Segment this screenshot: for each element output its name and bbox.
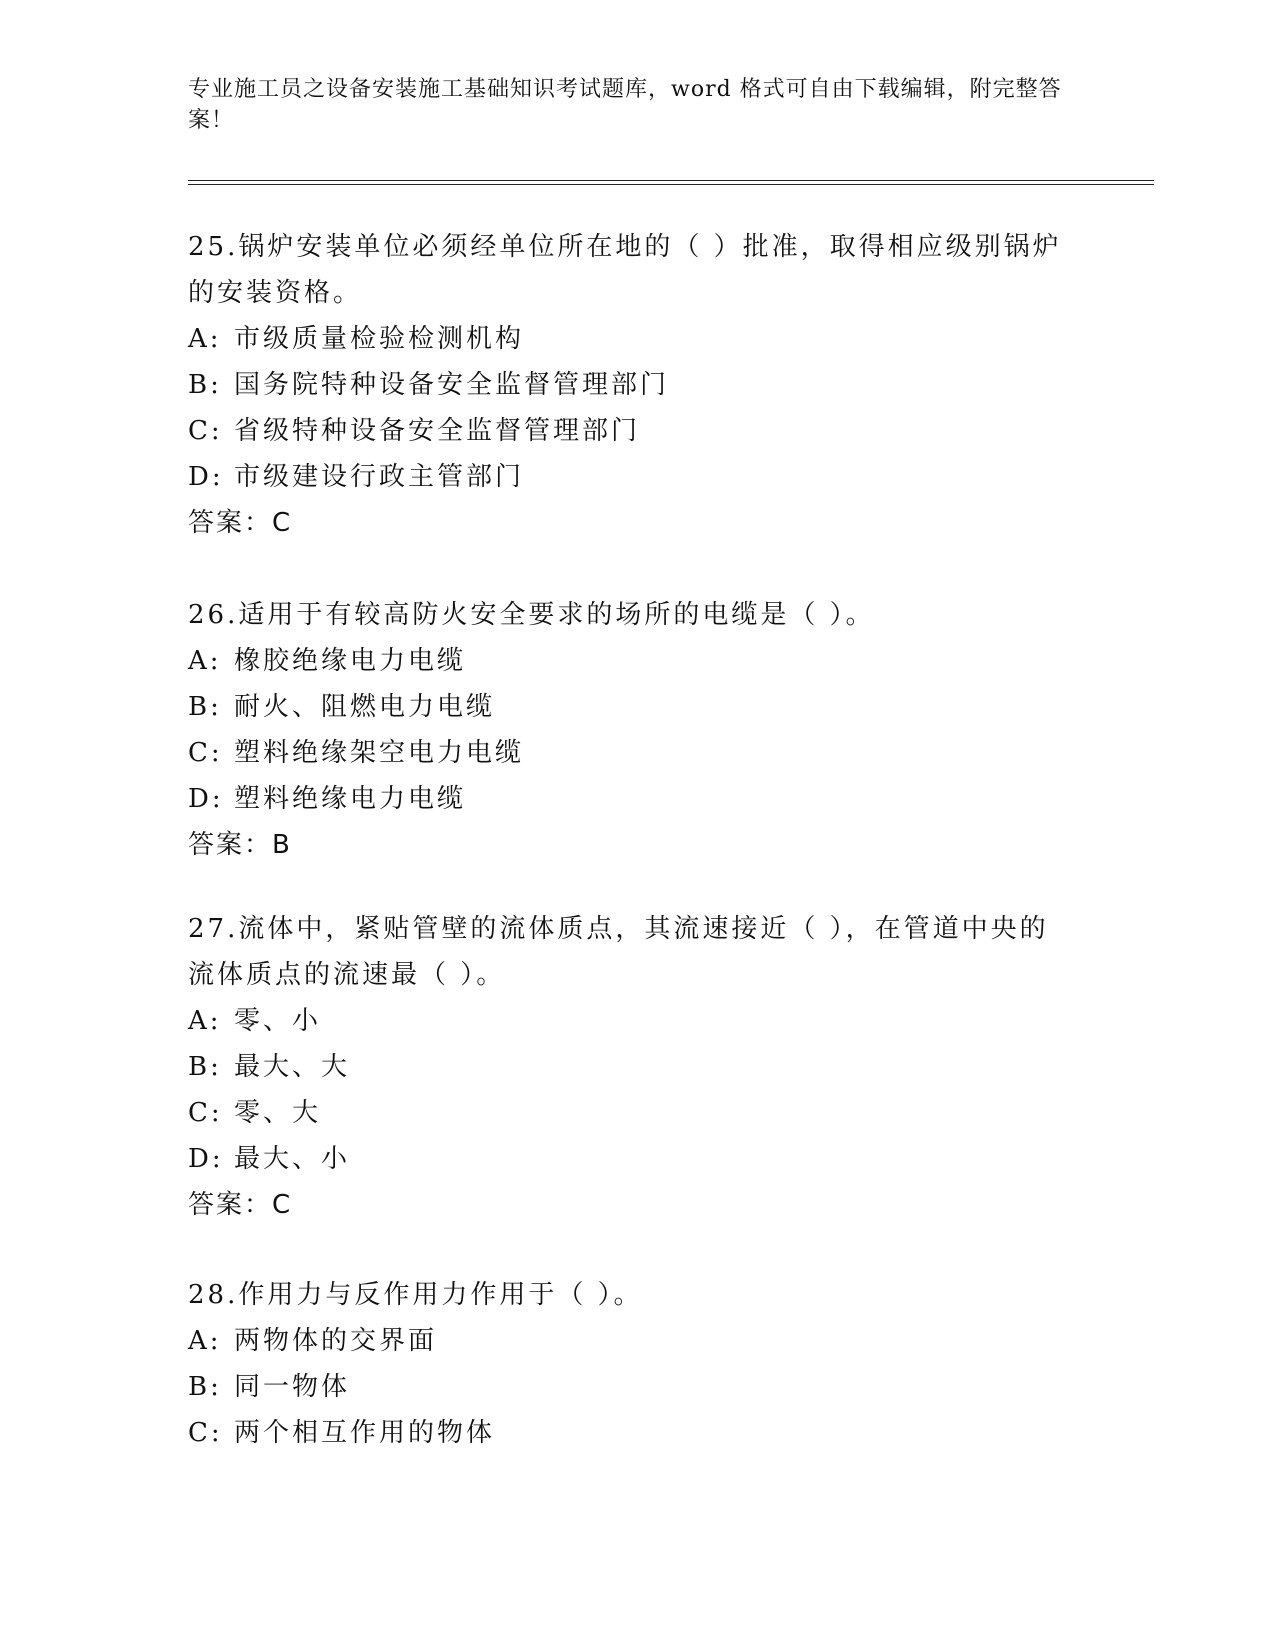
option-text: 塑料绝缘电力电缆 [234,784,467,814]
question-25 [188,224,1068,546]
option-letter: B: [188,692,222,722]
option-letter: C: [188,1418,223,1448]
option-text: 国务院特种设备安全监督管理部门 [234,370,670,400]
option-c [188,730,1068,776]
option-letter: A: [188,646,222,676]
option-letter: B: [188,1052,222,1082]
option-text: 塑料绝缘架空电力电缆 [234,738,525,768]
option-a [188,638,1068,684]
option-letter: A: [188,1326,222,1356]
option-letter: B: [188,370,222,400]
option-b [188,1044,1068,1090]
question-stem: 27.流体中，紧贴管壁的流体质点，其流速接近（ ），在管道中央的流体质点的流速最（ ）。 [188,914,1049,990]
option-letter: A: [188,324,222,354]
option-c [188,1090,1068,1136]
option-text: 省级特种设备安全监督管理部门 [234,416,641,446]
option-text: 同一物体 [234,1372,351,1402]
option-text: 耐火、阻燃电力电缆 [234,692,496,722]
option-text: 市级质量检验检测机构 [234,324,525,354]
option-c [188,408,1068,454]
option-b [188,362,1068,408]
option-text: 最大、小 [234,1144,351,1174]
option-letter: D: [188,462,224,492]
option-b [188,1364,1068,1410]
option-text: 最大、大 [234,1052,351,1082]
option-letter: C: [188,416,223,446]
option-text: 两物体的交界面 [234,1326,438,1356]
option-a [188,316,1068,362]
question-26 [188,592,1068,868]
header-divider-top [188,180,1154,181]
option-text: 橡胶绝缘电力电缆 [234,646,467,676]
option-text: 两个相互作用的物体 [234,1418,496,1448]
option-letter: A: [188,1006,222,1036]
option-d [188,776,1068,822]
question-27 [188,906,1068,1228]
question-stem: 25.锅炉安装单位必须经单位所在地的（ ）批准，取得相应级别锅炉的安装资格。 [188,232,1062,308]
header-divider-bottom [188,184,1154,185]
option-a [188,1318,1068,1364]
option-letter: D: [188,1144,224,1174]
option-a [188,998,1068,1044]
question-stem: 28.作用力与反作用力作用于（ ）。 [188,1280,643,1310]
question-stem: 26.适用于有较高防火安全要求的场所的电缆是（ ）。 [188,600,875,630]
option-letter: D: [188,784,224,814]
document-header: 专业施工员之设备安装施工基础知识考试题库，word 格式可自由下载编辑，附完整答案！ [188,77,1062,133]
option-text: 零、大 [234,1098,322,1128]
option-letter: C: [188,738,223,768]
answer-line: 答案：B [188,830,292,860]
answer-line: 答案：C [188,1190,293,1220]
question-28 [188,1272,1068,1456]
option-b [188,684,1068,730]
option-letter: C: [188,1098,223,1128]
option-c [188,1410,1068,1456]
option-text: 市级建设行政主管部门 [234,462,525,492]
answer-line: 答案：C [188,508,293,538]
option-d [188,454,1068,500]
option-letter: B: [188,1372,222,1402]
option-text: 零、小 [234,1006,322,1036]
option-d [188,1136,1068,1182]
